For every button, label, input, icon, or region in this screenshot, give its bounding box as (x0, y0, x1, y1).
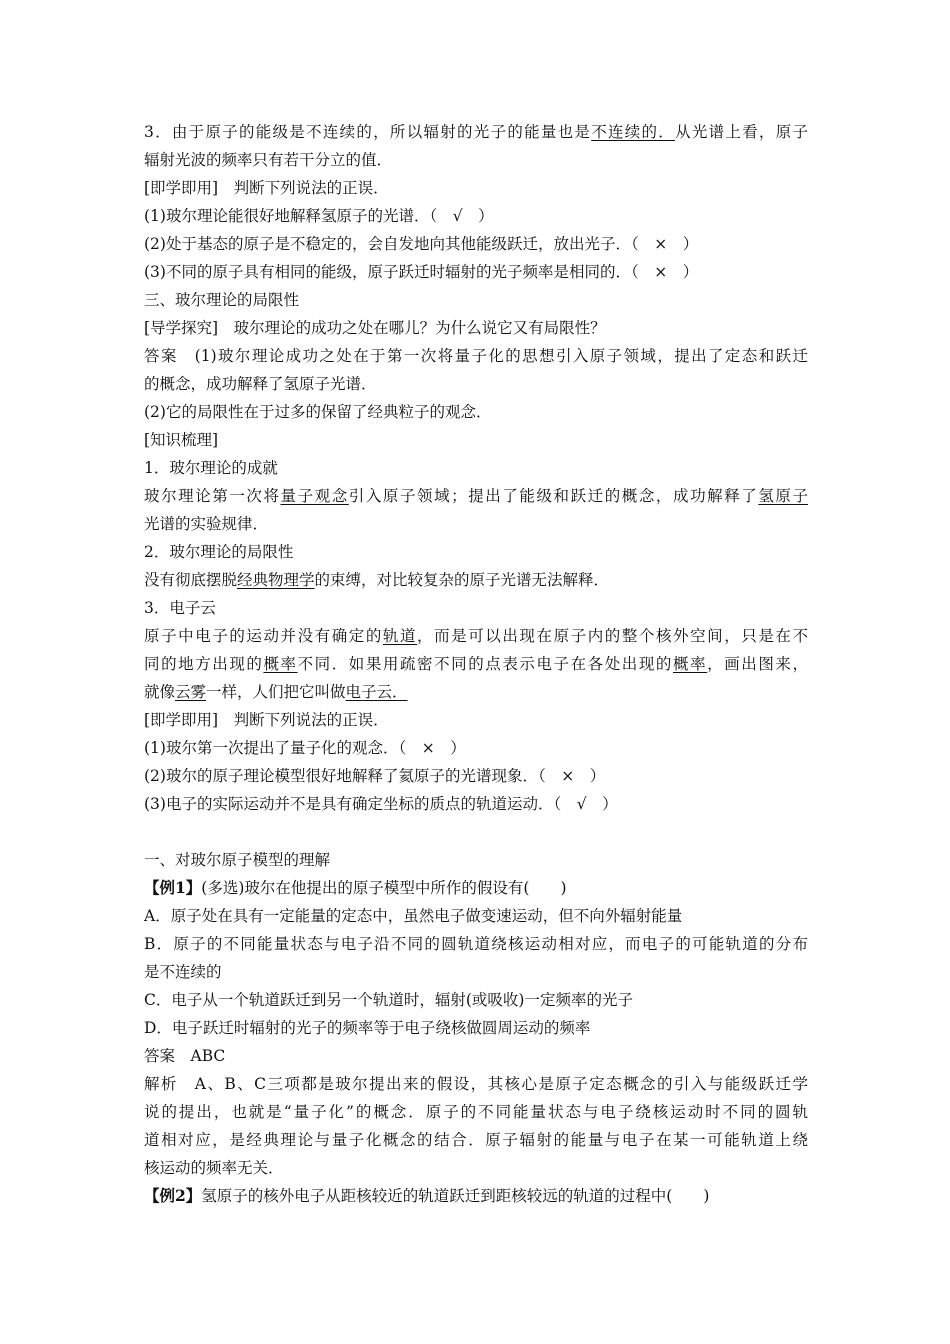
judgement-item: (2)处于基态的原子是不稳定的，会自发地向其他能级跃迁，放出光子．（ × ） (144, 235, 699, 253)
paragraph-line: 就像云雾一样，人们把它叫做电子云． (144, 683, 408, 701)
paragraph-line: 3．由于原子的能级是不连续的，所以辐射的光子的能量也是不连续的．从光谱上看，原子 (144, 123, 808, 141)
answer-line: 答案 ABC (144, 1047, 226, 1065)
underlined-answer: 量子观念 (280, 487, 349, 505)
option-b: B．原子的不同能量状态与电子沿不同的圆轨道绕核运动相对应，而电子的可能轨道的分布 (144, 935, 808, 953)
judgement-item: (3)不同的原子具有相同的能级，原子跃迁时辐射的光子频率是相同的．（ × ） (144, 263, 699, 281)
option-c: C．电子从一个轨道跃迁到另一个轨道时，辐射(或吸收)一定频率的光子 (144, 991, 633, 1009)
underlined-answer: 云雾 (175, 683, 207, 701)
example-question: 【例1】(多选)玻尔在他提出的原子模型中所作的假设有( ) (144, 878, 567, 897)
answer-line: 的概念，成功解释了氢原子光谱． (144, 375, 377, 393)
spacer (144, 818, 808, 846)
answer-line: (2)它的局限性在于过多的保留了经典粒子的观念． (144, 403, 492, 421)
underlined-answer: 电子云． (345, 683, 408, 701)
judgement-item: (1)玻尔理论能很好地解释氢原子的光谱．（ √ ） (144, 207, 494, 225)
subsection-title: 3．电子云 (144, 599, 216, 617)
guide-question: [导学探究] 玻尔理论的成功之处在哪儿？为什么说它又有局限性？ (144, 319, 606, 337)
underlined-answer: 概率 (673, 655, 708, 673)
analysis-line: 解析 A、B、C三项都是玻尔提出来的假设，其核心是原子定态概念的引入与能级跃迁学 (144, 1075, 808, 1093)
analysis-line: 道相对应，是经典理论与量子化概念的结合．原子辐射的能量与电子在某一可能轨道上绕 (144, 1131, 808, 1149)
analysis-line: 说的提出，也就是“量子化”的概念．原子的不同能量状态与电子绕核运动时不同的圆轨 (144, 1103, 808, 1121)
knowledge-heading: [知识梳理] (144, 431, 219, 449)
underlined-answer: 氢原子 (758, 487, 808, 505)
section-title: 一、对玻尔原子模型的理解 (144, 851, 331, 869)
subsection-title: 2．玻尔理论的局限性 (144, 543, 294, 561)
underlined-answer: 经典物理学 (237, 571, 315, 589)
judgement-item: (3)电子的实际运动并不是具有确定坐标的质点的轨道运动．（ √ ） (144, 795, 618, 813)
document-page (144, 118, 808, 1210)
paragraph-line: 同的地方出现的概率不同．如果用疏密不同的点表示电子在各处出现的概率，画出图来， (144, 655, 808, 673)
option-b-continued: 是不连续的 (144, 963, 222, 981)
example-tag: 【例2】 (144, 1186, 202, 1205)
section-title: 三、玻尔理论的局限性 (144, 291, 300, 309)
judgement-item: (1)玻尔第一次提出了量子化的观念．（ × ） (144, 739, 466, 757)
underlined-answer: 不连续的． (591, 123, 676, 141)
subsection-title: 1．玻尔理论的成就 (144, 459, 278, 477)
underlined-answer: 轨道 (382, 627, 418, 645)
option-d: D．电子跃迁时辐射的光子的频率等于电子绕核做圆周运动的频率 (144, 1019, 591, 1037)
example-tag: 【例1】 (144, 878, 202, 897)
answer-line: 答案 (1)玻尔理论成功之处在于第一次将量子化的思想引入原子领域，提出了定态和跃迁 (144, 347, 808, 365)
option-a: A．原子处在具有一定能量的定态中，虽然电子做变速运动，但不向外辐射能量 (144, 907, 683, 925)
underlined-answer: 概率 (263, 655, 298, 673)
paragraph-line: 没有彻底摆脱经典物理学的束缚，对比较复杂的原子光谱无法解释． (144, 571, 610, 589)
analysis-line: 核运动的频率无关． (144, 1159, 284, 1177)
paragraph-line: 光谱的实验规律． (144, 515, 269, 533)
paragraph-line: 辐射光波的频率只有若干分立的值． (144, 151, 393, 169)
practice-heading: [即学即用] 判断下列说法的正误． (144, 179, 389, 197)
example-question: 【例2】氢原子的核外电子从距核较近的轨道跃迁到距核较远的轨道的过程中( ) (144, 1186, 710, 1205)
judgement-item: (2)玻尔的原子理论模型很好地解释了氦原子的光谱现象．（ × ） (144, 767, 606, 785)
paragraph-line: 玻尔理论第一次将量子观念引入原子领域；提出了能级和跃迁的概念，成功解释了氢原子 (144, 487, 808, 505)
paragraph-line: 原子中电子的运动并没有确定的轨道，而是可以出现在原子内的整个核外空间，只是在不 (144, 627, 808, 645)
practice-heading: [即学即用] 判断下列说法的正误． (144, 711, 389, 729)
